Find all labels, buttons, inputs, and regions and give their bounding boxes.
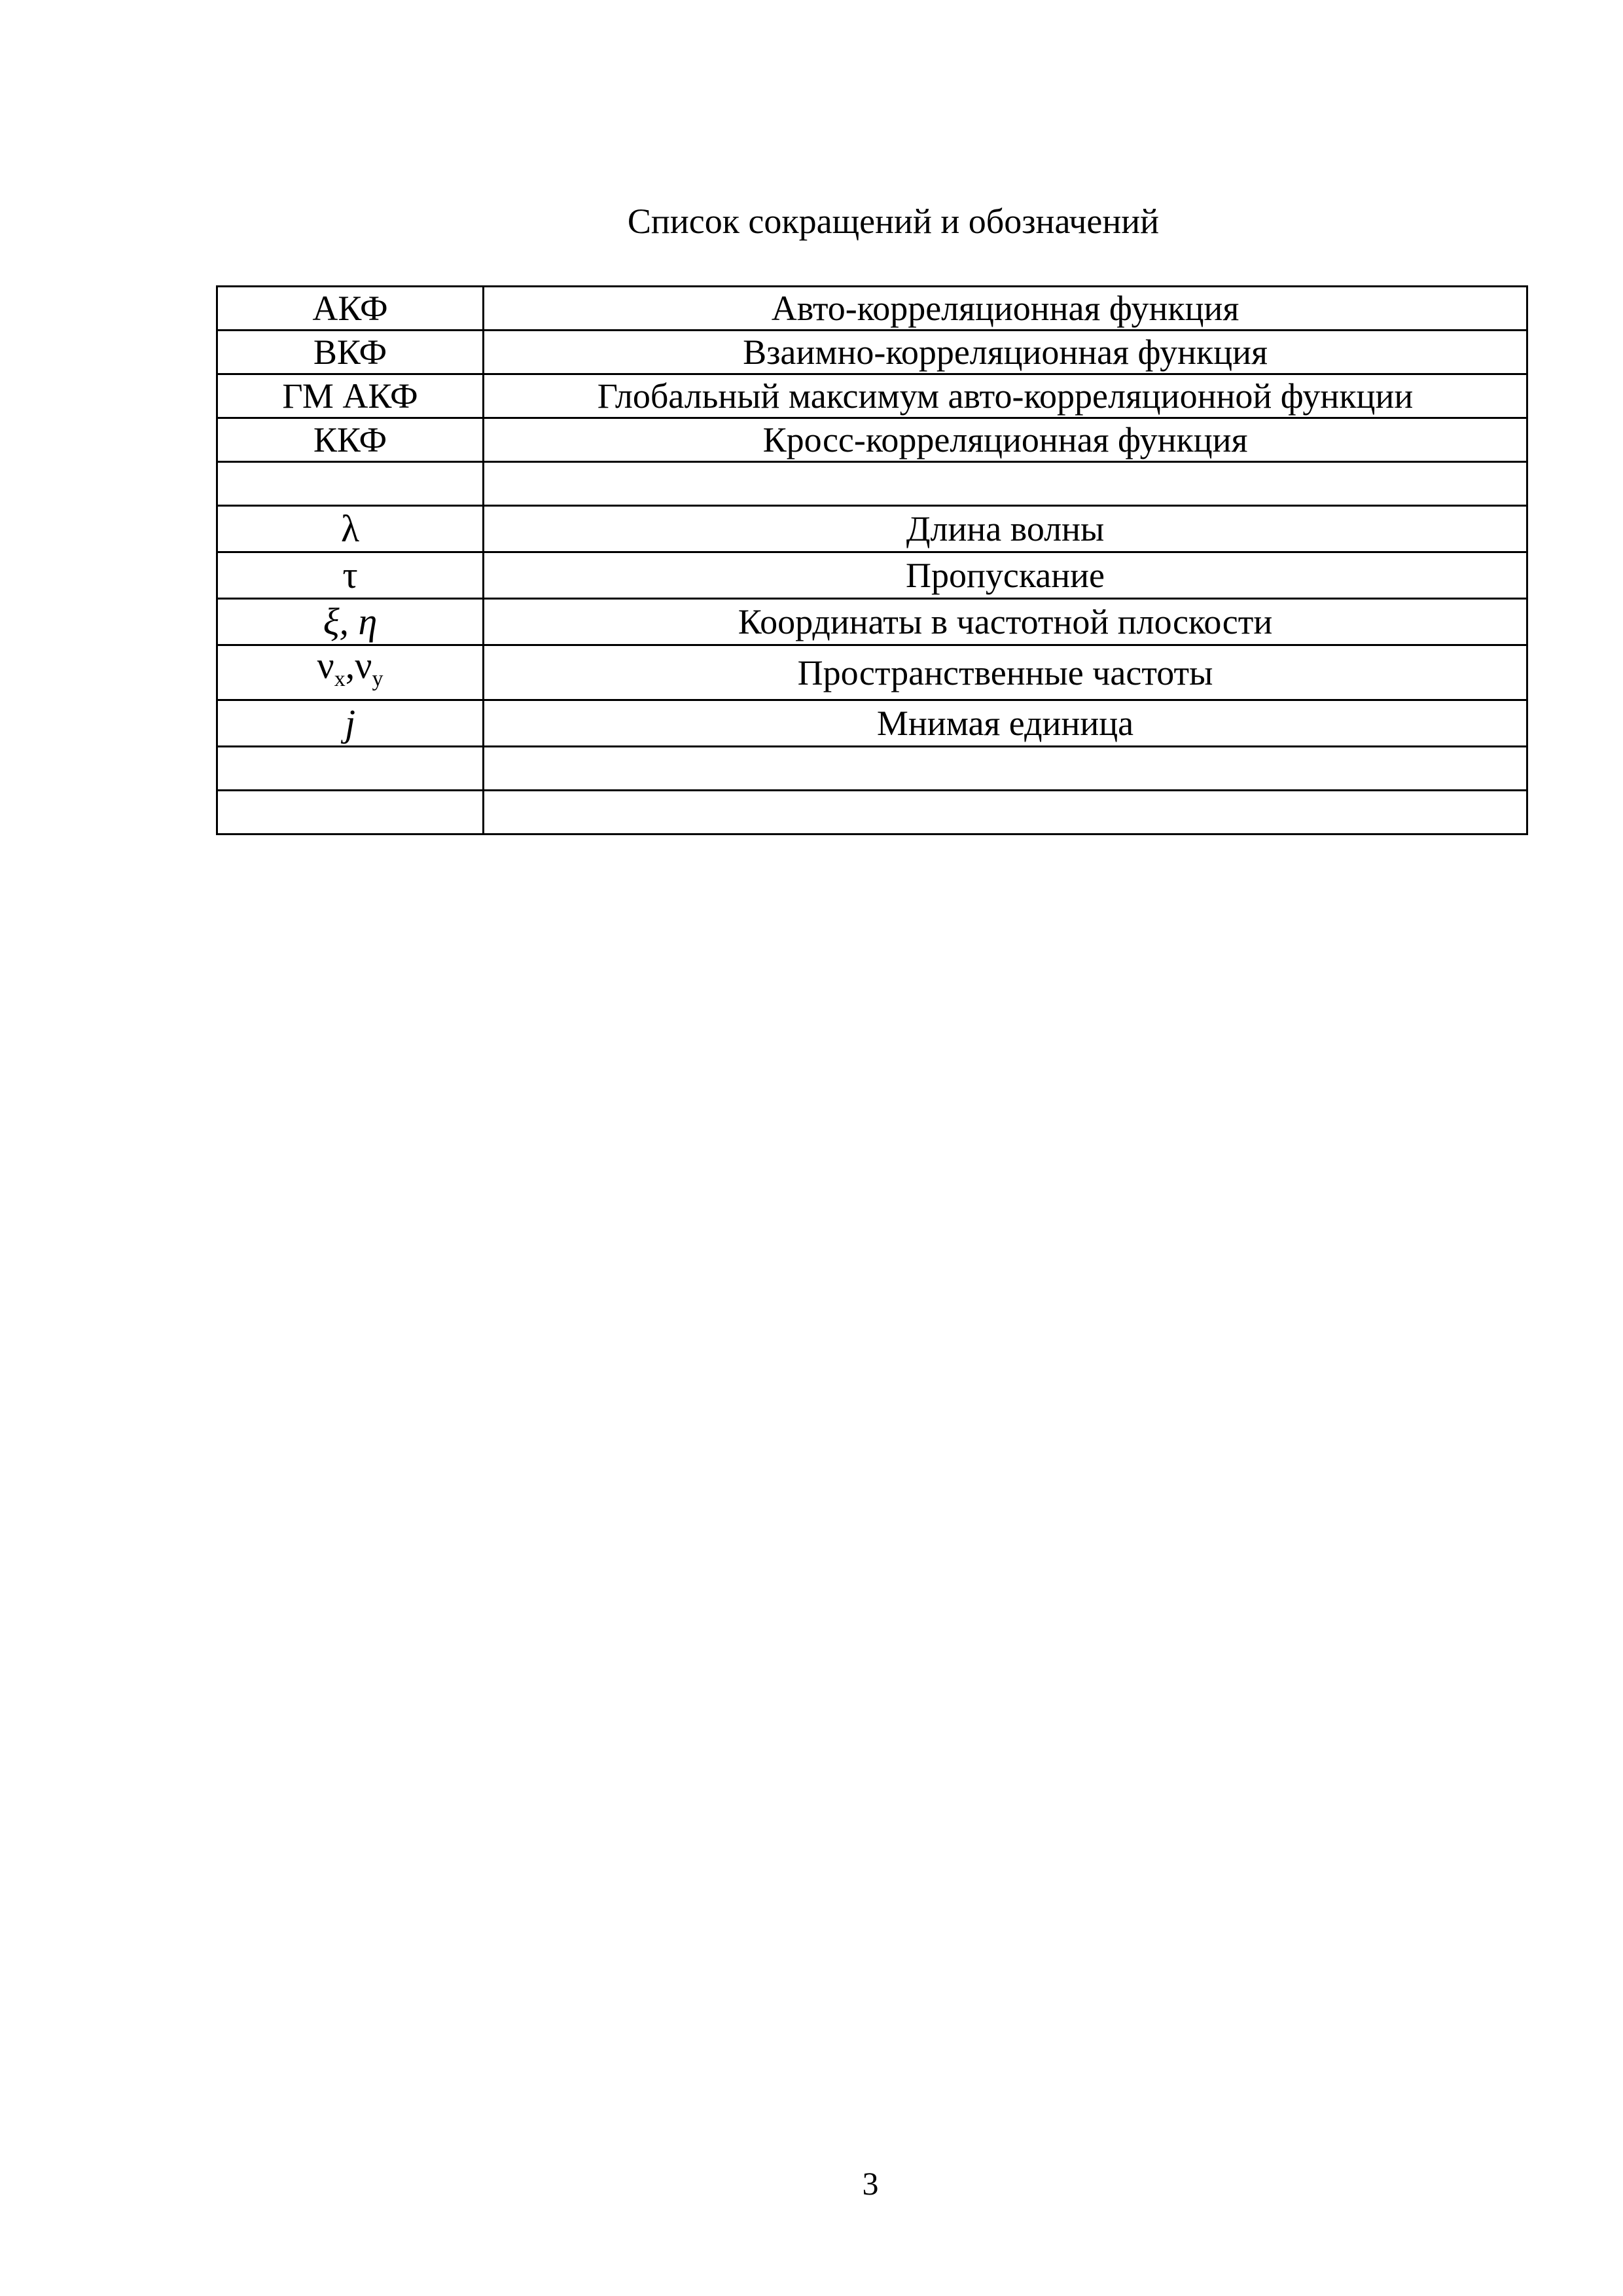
symbol-definition: Пространственные частоты <box>484 645 1527 700</box>
symbol-subscript-y: y <box>372 667 383 691</box>
symbol-nu: ν <box>317 645 334 687</box>
symbol-term: j <box>217 700 484 747</box>
symbol-term: τ <box>217 552 484 599</box>
table-row-empty <box>217 791 1527 834</box>
symbol-nu: ν <box>355 645 372 687</box>
table-row <box>217 331 1527 374</box>
symbol-definition: Мнимая единица <box>484 700 1527 747</box>
abbreviation-term: ВКФ <box>217 331 484 374</box>
table-row <box>217 645 1527 700</box>
abbreviations-table <box>216 285 1528 835</box>
symbol-definition: Длина волны <box>484 506 1527 552</box>
abbreviation-definition: Взаимно-корреляционная функция <box>484 331 1527 374</box>
symbol-definition: Пропускание <box>484 552 1527 599</box>
abbreviation-definition: Авто-корреляционная функция <box>484 287 1527 331</box>
table-row-empty <box>217 462 1527 506</box>
page-number: 3 <box>862 2165 879 2202</box>
symbol-separator: , <box>345 645 355 687</box>
abbreviation-definition: Кросс-корреляционная функция <box>484 418 1527 462</box>
abbreviation-term: ККФ <box>217 418 484 462</box>
table-row <box>217 374 1527 418</box>
page-title: Список сокращений и обозначений <box>627 202 1160 241</box>
table-row <box>217 287 1527 331</box>
abbreviation-term: ГМ АКФ <box>217 374 484 418</box>
symbol-term <box>217 645 484 700</box>
table-row <box>217 418 1527 462</box>
symbol-term: λ <box>217 506 484 552</box>
symbol-definition <box>484 747 1527 791</box>
symbol-definition: Координаты в частотной плоскости <box>484 599 1527 645</box>
table-row <box>217 599 1527 645</box>
abbreviation-definition: Глобальный максимум авто-корреляционной функции <box>484 374 1527 418</box>
symbol-term: ξ, η <box>217 599 484 645</box>
abbreviation-definition <box>484 462 1527 506</box>
symbol-term <box>217 791 484 834</box>
table-row <box>217 700 1527 747</box>
symbol-term <box>217 747 484 791</box>
symbol-subscript-x: x <box>334 667 346 691</box>
abbreviation-term <box>217 462 484 506</box>
table-row-empty <box>217 747 1527 791</box>
table-row <box>217 506 1527 552</box>
symbol-definition <box>484 791 1527 834</box>
abbreviation-term: АКФ <box>217 287 484 331</box>
table-row <box>217 552 1527 599</box>
